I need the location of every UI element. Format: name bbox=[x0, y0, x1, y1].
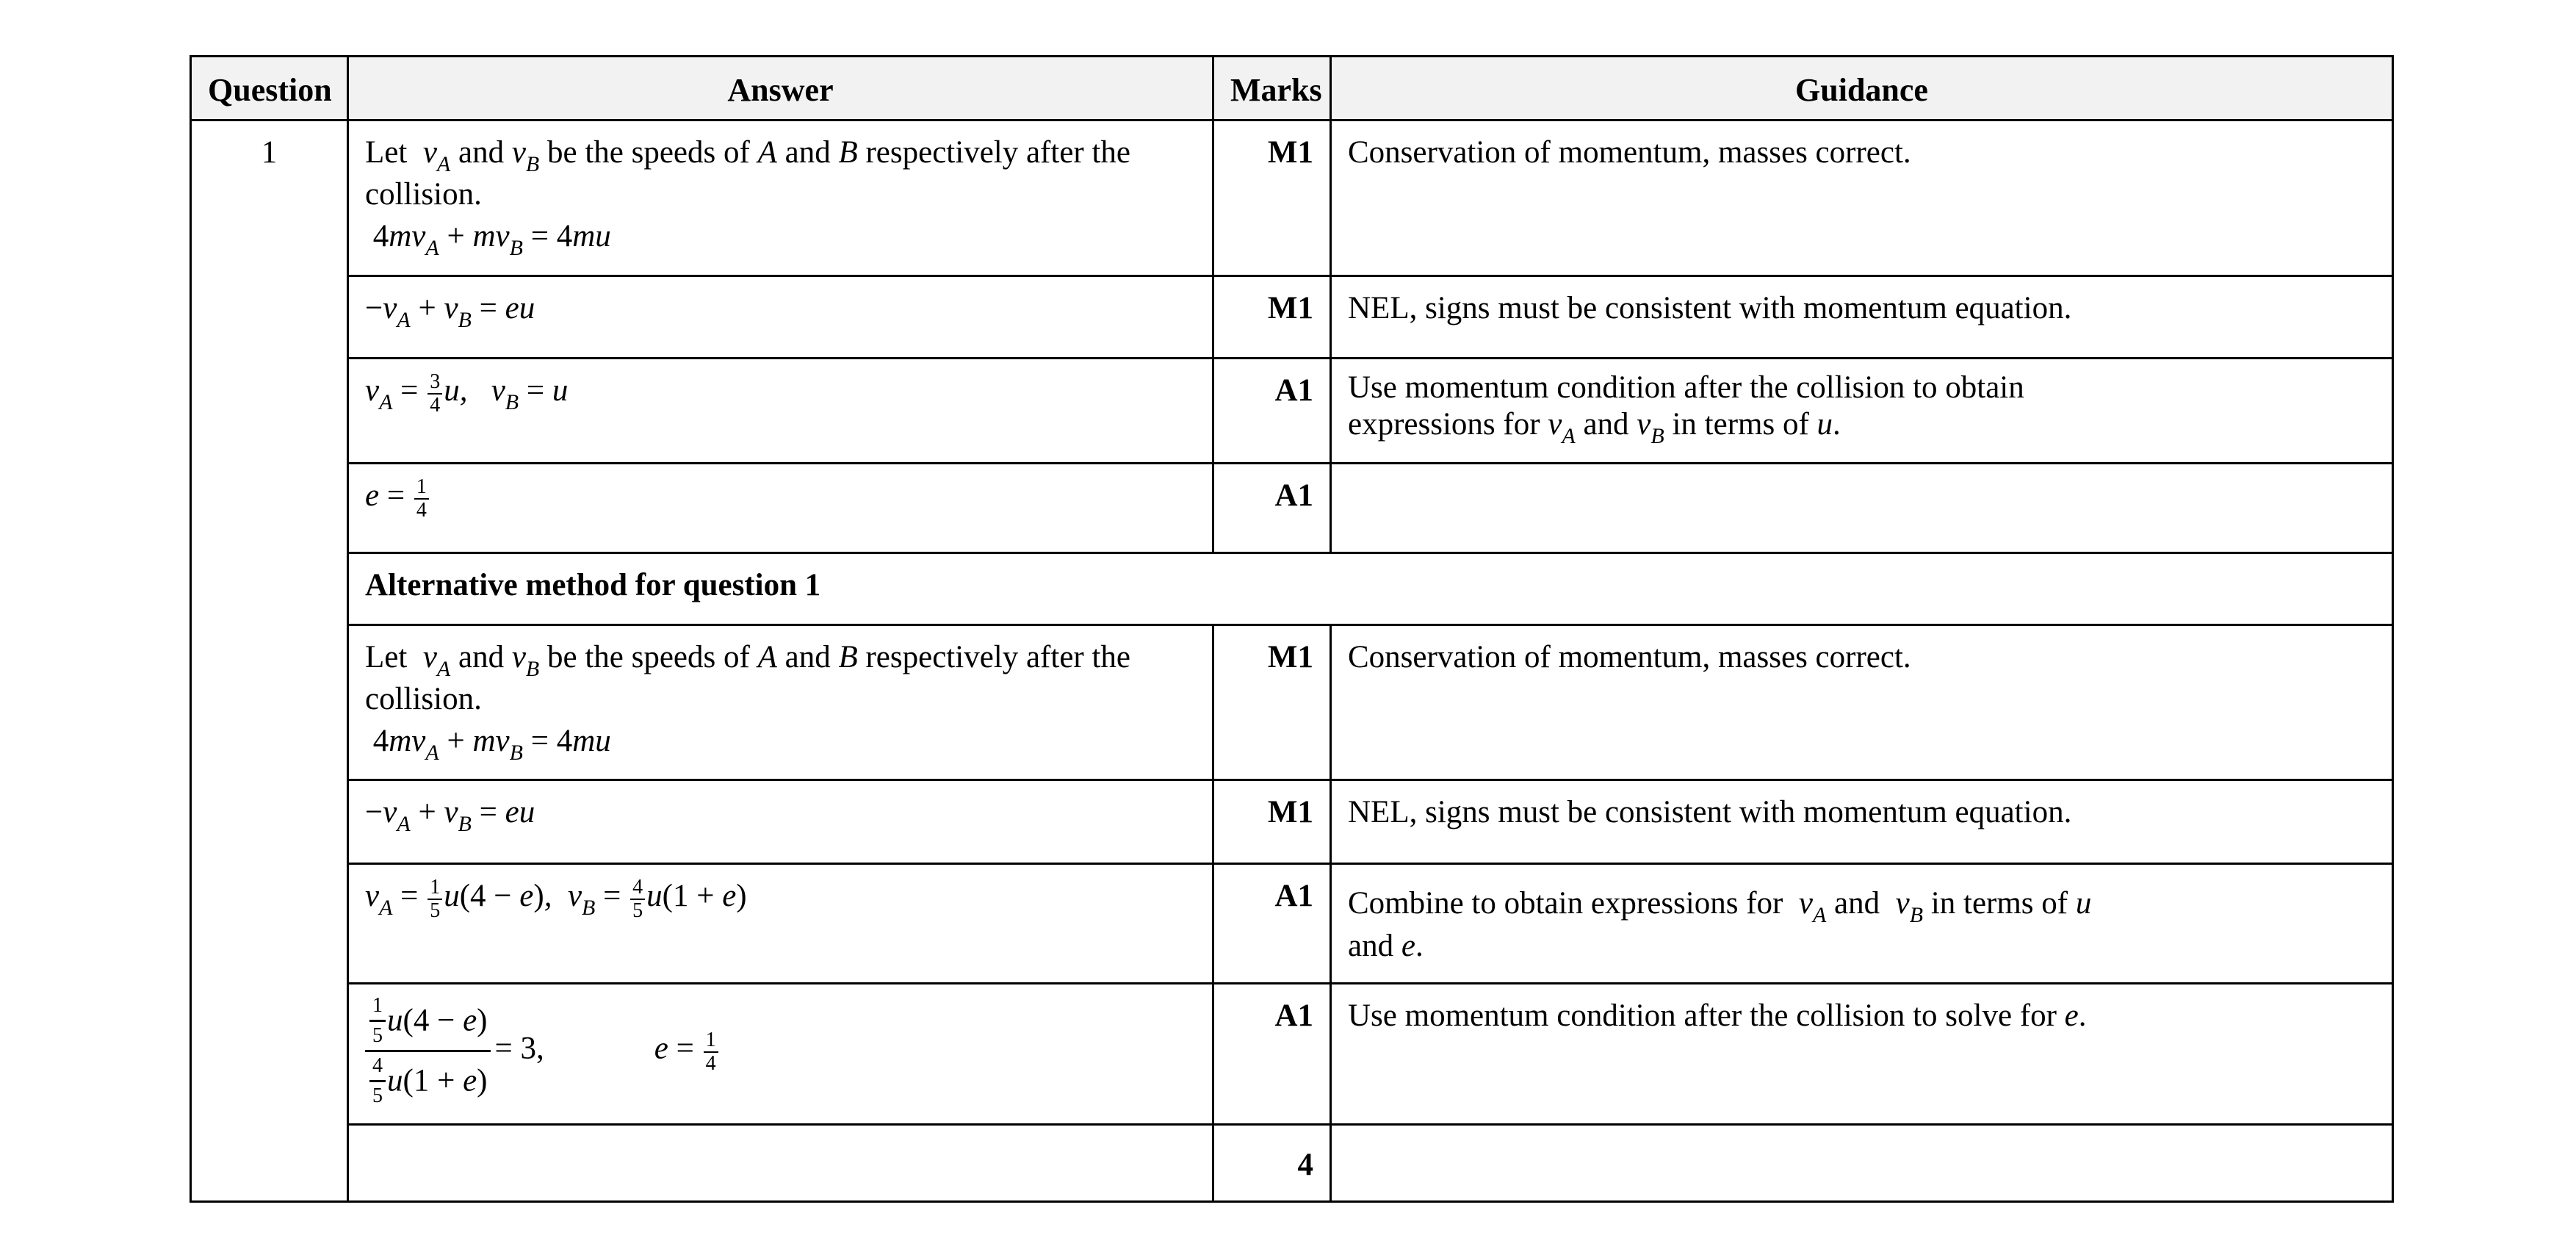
guidance-text bbox=[1331, 463, 2393, 552]
answer-cell bbox=[348, 863, 1213, 983]
guidance-text: Conservation of momentum, masses correct. bbox=[1331, 120, 2393, 276]
answer-text: and bbox=[784, 135, 831, 170]
guidance-text: e bbox=[1401, 928, 1415, 963]
guidance-text: u bbox=[2075, 885, 2092, 921]
header-guidance: Guidance bbox=[1331, 57, 2393, 120]
header-answer: Answer bbox=[348, 57, 1213, 120]
guidance-cell bbox=[1331, 863, 2393, 983]
guidance-text: u bbox=[1816, 406, 1833, 442]
mark-code: A1 bbox=[1213, 983, 1331, 1124]
guidance-text: in terms of bbox=[1930, 885, 2068, 921]
guidance-cell bbox=[1331, 358, 2393, 463]
header-question: Question bbox=[191, 57, 348, 120]
answer-equation: $v_A$ = $\frac{1}{5}$ u(4 − e), $v_B$ = $\frac{4}{5}$ u(1 + e) bbox=[365, 875, 747, 922]
guidance-text: . bbox=[1415, 928, 1424, 963]
total-marks: 4 bbox=[1213, 1125, 1331, 1202]
answer-equation: $4mv_A + mv_B = 4mu$ bbox=[372, 219, 611, 260]
table-row bbox=[191, 624, 2393, 780]
answer-text: B bbox=[838, 135, 858, 170]
guidance-text: e bbox=[2064, 998, 2079, 1033]
answer-text: B bbox=[838, 639, 858, 674]
header-marks: Marks bbox=[1213, 57, 1331, 120]
answer-text: respectively after the collision. bbox=[365, 135, 1131, 212]
answer-cell bbox=[348, 463, 1213, 552]
answer-text: and bbox=[784, 639, 831, 674]
answer-text: be the speeds of bbox=[547, 639, 750, 674]
guidance-text: and bbox=[1348, 928, 1394, 963]
table-row bbox=[191, 358, 2393, 463]
total-row bbox=[191, 1125, 2393, 1202]
answer-text: A bbox=[757, 135, 777, 170]
table-row bbox=[191, 780, 2393, 863]
guidance-cell-empty bbox=[1331, 1125, 2393, 1202]
answer-line: Let $v_A$ and $v_B$ be the speeds of A and B respectively after the collision. bbox=[365, 639, 1131, 716]
mark-scheme-page bbox=[190, 55, 2392, 1203]
answer-cell bbox=[348, 276, 1213, 358]
answer-equation: $\frac{1}{5}$ u(4 − e) $\frac{4}{5}$ u(1 + e) = 3, e = $\frac{1}{4}$ bbox=[365, 995, 1196, 1107]
table-header-row bbox=[191, 57, 2393, 120]
table-row bbox=[191, 276, 2393, 358]
answer-equation: $4mv_A + mv_B = 4mu$ bbox=[372, 723, 611, 765]
answer-cell bbox=[348, 780, 1213, 863]
answer-text: respectively after the collision. bbox=[365, 639, 1131, 716]
answer-text: Let bbox=[365, 135, 408, 170]
mark-code: M1 bbox=[1213, 276, 1331, 358]
answer-cell bbox=[348, 120, 1213, 276]
guidance-text: and bbox=[1583, 406, 1629, 442]
guidance-text: NEL, signs must be consistent with momentum equation. bbox=[1331, 780, 2393, 863]
table-row bbox=[191, 863, 2393, 983]
question-number: 1 bbox=[191, 120, 348, 1202]
guidance-text: Use momentum condition after the collision to solve for bbox=[1348, 998, 2057, 1033]
guidance-text: Combine to obtain expressions for bbox=[1348, 885, 1783, 921]
answer-cell bbox=[348, 624, 1213, 780]
table-row bbox=[191, 552, 2393, 624]
answer-cell bbox=[348, 358, 1213, 463]
table-row bbox=[191, 463, 2393, 552]
guidance-text: in terms of bbox=[1672, 406, 1809, 442]
mark-code: M1 bbox=[1213, 780, 1331, 863]
answer-text: be the speeds of bbox=[547, 135, 750, 170]
answer-text: A bbox=[757, 639, 777, 674]
guidance-text: and bbox=[1834, 885, 1880, 921]
answer-equation: $v_A$ = $\frac{3}{4}$ u, $v_B = u$ bbox=[365, 370, 569, 417]
answer-equation: $-v_A + v_B$ = eu bbox=[365, 290, 535, 332]
guidance-text: Use momentum condition after the collision to obtain bbox=[1348, 370, 2024, 405]
answer-text: and bbox=[458, 639, 505, 674]
guidance-text: Conservation of momentum, masses correct. bbox=[1331, 624, 2393, 780]
guidance-cell bbox=[1331, 983, 2393, 1124]
answer-cell-empty bbox=[348, 1125, 1213, 1202]
guidance-text: NEL, signs must be consistent with momentum equation. bbox=[1331, 276, 2393, 358]
mark-code: A1 bbox=[1213, 358, 1331, 463]
answer-equation: $-v_A + v_B$ = eu bbox=[365, 795, 535, 837]
table-row bbox=[191, 120, 2393, 276]
answer-line: Let $v_A$ and $v_B$ be the speeds of A and B respectively after the collision. bbox=[365, 135, 1131, 212]
mark-code: M1 bbox=[1213, 624, 1331, 780]
answer-equation: e = $\frac{1}{4}$ bbox=[365, 475, 1196, 522]
table-row bbox=[191, 983, 2393, 1124]
mark-code: A1 bbox=[1213, 863, 1331, 983]
guidance-text: . bbox=[2078, 998, 2087, 1033]
mark-code: A1 bbox=[1213, 463, 1331, 552]
guidance-line: Combine to obtain expressions for $v_A$ and $v_B$ in terms of u and e. bbox=[1348, 885, 2092, 963]
answer-cell bbox=[348, 983, 1213, 1124]
answer-text: Let bbox=[365, 639, 408, 674]
guidance-text: . bbox=[1833, 406, 1841, 442]
answer-text: and bbox=[458, 135, 505, 170]
alternative-method-heading: Alternative method for question 1 bbox=[348, 552, 2393, 624]
guidance-text: expressions for bbox=[1348, 406, 1540, 442]
mark-scheme-table bbox=[190, 55, 2394, 1203]
guidance-line: Use momentum condition after the collision to obtain expressions for $v_A$ and $v_B$ in terms of u. bbox=[1348, 370, 2024, 448]
guidance-line bbox=[1348, 995, 2375, 1037]
mark-code: M1 bbox=[1213, 120, 1331, 276]
